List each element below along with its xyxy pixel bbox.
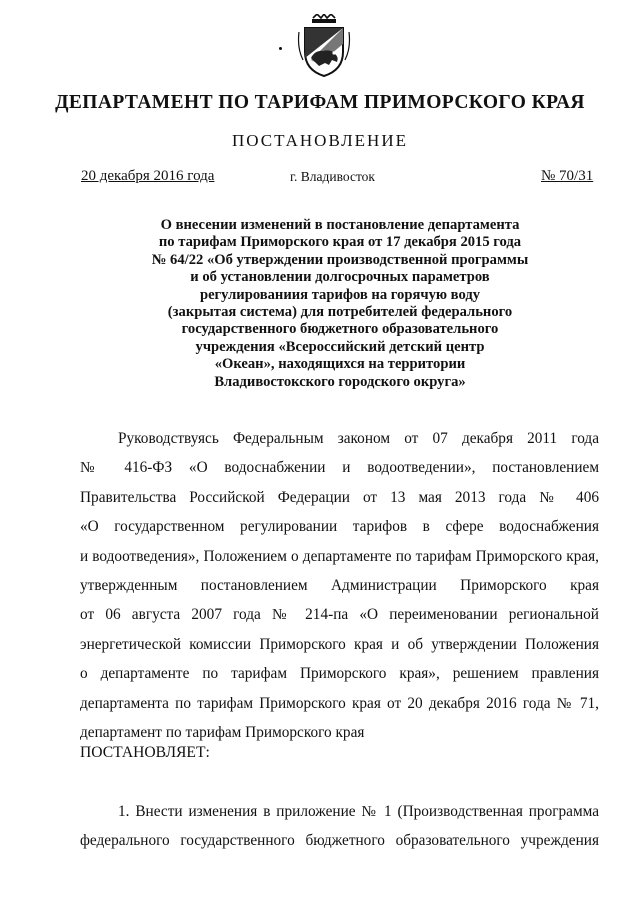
subject-line: (закрытая система) для потребителей федерального	[167, 304, 513, 321]
preamble-line: «О государственном регулировании тарифов в сфере водоснабжения	[80, 518, 599, 536]
document-city: г. Владивосток	[290, 169, 375, 184]
subject-line: № 64/22 «Об утверждении производственной программы	[151, 251, 529, 268]
department-title: ДЕПАРТАМЕНТ ПО ТАРИФАМ ПРИМОРСКОГО КРАЯ	[55, 92, 585, 113]
preamble-line: от 06 августа 2007 года № 214-па «О переименовании региональной	[80, 606, 599, 624]
preamble-line: департамента по тарифам Приморского края от 20 декабря 2016 года № 71,	[80, 694, 599, 712]
subject-line: Владивостокского городского округа»	[214, 373, 466, 390]
preamble-line: о департаменте по тарифам Приморского края», решением правления	[80, 665, 599, 683]
document-type: ПОСТАНОВЛЕНИЕ	[231, 131, 408, 150]
scan-dot	[279, 47, 282, 50]
document-date: 20 декабря 2016 года	[81, 168, 215, 184]
subject-line: государственного бюджетного образовательного	[181, 321, 499, 338]
preamble-line: Руководствуясь Федеральным законом от 07 декабря 2011 года	[118, 430, 599, 447]
preamble-paragraph	[80, 424, 599, 747]
preamble-line: департамент по тарифам Приморского края	[80, 723, 365, 741]
subject-line: и об установлении долгосрочных параметров	[190, 269, 490, 286]
item-line: 1. Внести изменения в приложение № 1 (Производственная программа	[118, 803, 599, 820]
resolve-heading: ПОСТАНОВЛЯЕТ:	[80, 744, 210, 761]
subject-line: регулированиия тарифов на горячую воду	[199, 286, 481, 303]
subject-line: О внесении изменений в постановление департамента	[160, 217, 520, 233]
item-line: федерального государственного бюджетного образовательного учреждения	[80, 832, 599, 850]
resolution-item-1	[80, 796, 599, 855]
coat-of-arms-emblem	[297, 14, 351, 78]
subject-line: учреждения «Всероссийский детский центр	[195, 338, 485, 355]
subject-line: по тарифам Приморского края от 17 декабря 2015 года	[158, 234, 522, 251]
preamble-line: и водоотведения», Положением о департаменте по тарифам Приморского края,	[80, 547, 599, 565]
preamble-line: № 416-ФЗ «О водоснабжении и водоотведении», постановлением	[80, 459, 599, 477]
preamble-line: энергетической комиссии Приморского края и об утверждении Положения	[80, 635, 599, 653]
preamble-line: Правительства Российской Федерации от 13 мая 2013 года № 406	[80, 488, 599, 506]
preamble-line: утвержденным постановлением Администрации Приморского края	[80, 576, 599, 594]
document-subject	[80, 217, 600, 391]
subject-line: «Океан», находящихся на территории	[214, 356, 466, 373]
document-number: № 70/31	[541, 168, 594, 184]
